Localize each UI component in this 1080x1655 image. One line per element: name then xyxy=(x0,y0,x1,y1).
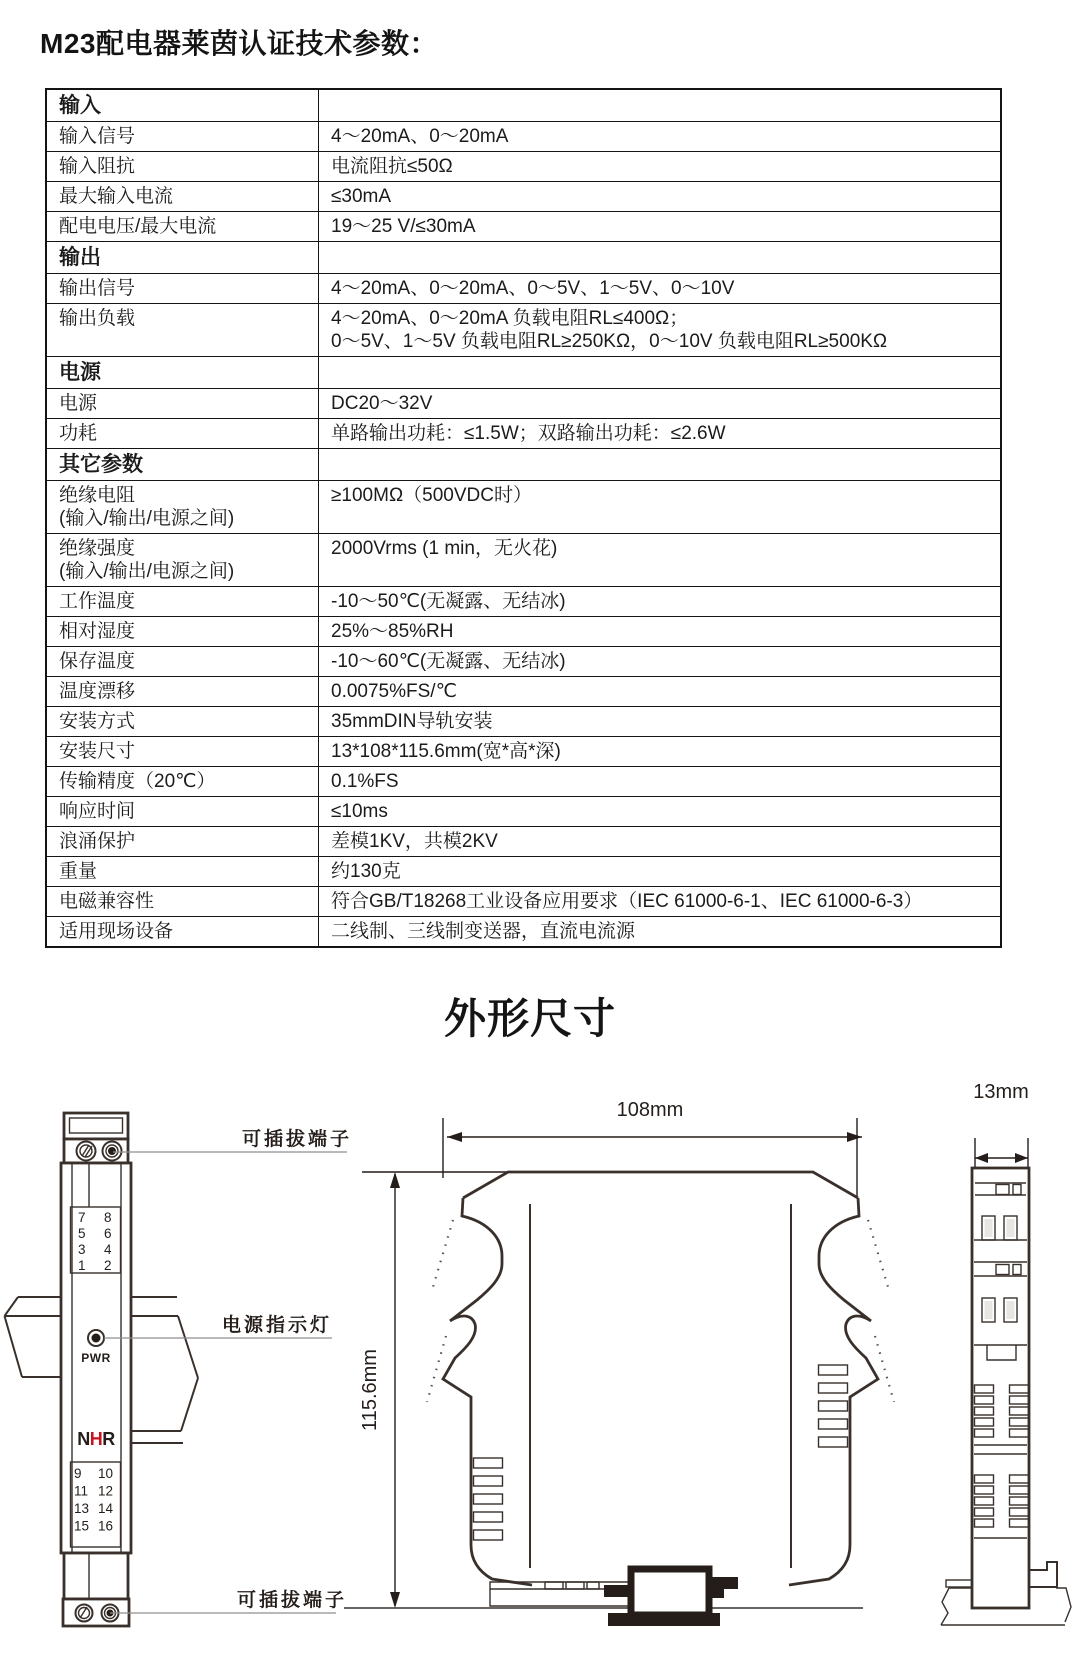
spec-row: 输出信号 4～20mA、0～20mA、0～5V、1～5V、0～10V xyxy=(46,274,1001,304)
spec-row: 绝缘强度 (输入/输出/电源之间) 2000Vrms (1 min，无火花) xyxy=(46,534,1001,587)
spec-row: 电磁兼容性 符合GB/T18268工业设备应用要求（IEC 61000-6-1、IEC 61000-6-3） xyxy=(46,887,1001,917)
module-side-outline xyxy=(427,1172,894,1585)
terminal-number: 5 xyxy=(78,1226,86,1241)
module-end-body xyxy=(972,1168,1029,1608)
module-front xyxy=(61,1113,131,1626)
spec-row: 输出负载 4～20mA、0～20mA 负载电阻RL≤400Ω； 0～5V、1～5V 负载电阻RL≥250KΩ，0～10V 负载电阻RL≥500KΩ xyxy=(46,304,1001,357)
section-row: 其它参数 xyxy=(46,449,1001,481)
screw-icon xyxy=(103,1142,122,1161)
spec-row: 输入阻抗 电流阻抗≤50Ω xyxy=(46,152,1001,182)
terminal-number: 16 xyxy=(98,1518,114,1534)
width-dimension xyxy=(443,1099,862,1198)
label-pluggable-terminal-top: 可插拔端子 xyxy=(241,1129,353,1150)
spec-table xyxy=(45,88,1002,948)
terminal-number: 8 xyxy=(104,1210,112,1225)
spec-row: 相对湿度 25%～85%RH xyxy=(46,617,1001,647)
section-row: 输出 xyxy=(46,242,1001,274)
terminal-number: 7 xyxy=(78,1210,86,1225)
spec-row: 适用现场设备 二线制、三线制变送器，直流电流源 xyxy=(46,917,1001,948)
terminal-number: 4 xyxy=(104,1242,112,1257)
top-cap xyxy=(64,1113,128,1139)
section-row: 输入 xyxy=(46,89,1001,122)
screw-icon xyxy=(76,1605,93,1622)
spec-row: 保存温度 -10～60℃(无凝露、无结冰) xyxy=(46,647,1001,677)
label-power-indicator: 电源指示灯 xyxy=(221,1315,333,1336)
clip-tab xyxy=(1028,1562,1057,1587)
outline-dimensions-heading: 外形尺寸 xyxy=(443,995,616,1042)
spec-row: 最大输入电流 ≤30mA xyxy=(46,182,1001,212)
terminal-number: 11 xyxy=(74,1483,89,1499)
bottom-terminal-block xyxy=(64,1553,128,1599)
dim-13mm: 13mm xyxy=(973,1081,1029,1103)
spec-table-body xyxy=(46,89,1001,947)
spec-row: 工作温度 -10～50℃(无凝露、无结冰) xyxy=(46,587,1001,617)
din-clip xyxy=(604,1569,738,1626)
spec-row: 安装方式 35mmDIN导轨安装 xyxy=(46,707,1001,737)
page-title: M23配电器莱茵认证技术参数： xyxy=(40,28,438,59)
spec-row: 功耗 单路输出功耗：≤1.5W；双路输出功耗：≤2.6W xyxy=(46,419,1001,449)
spec-row: 浪涌保护 差模1KV，共模2KV xyxy=(46,827,1001,857)
height-dimension xyxy=(359,1172,508,1608)
section-row: 电源 xyxy=(46,357,1001,389)
terminal-number: 6 xyxy=(104,1226,112,1241)
pwr-label: PWR xyxy=(81,1351,111,1365)
dim-108mm: 108mm xyxy=(616,1099,684,1121)
front-view-drawing xyxy=(0,1055,360,1655)
spec-row: 安装尺寸 13*108*115.6mm(宽*高*深) xyxy=(46,737,1001,767)
terminal-number: 13 xyxy=(74,1501,90,1516)
screw-icon xyxy=(77,1142,96,1161)
end-view-drawing xyxy=(880,1040,1080,1655)
spec-row: 绝缘电阻 (输入/输出/电源之间) ≥100MΩ（500VDC时） xyxy=(46,481,1001,534)
depth-dimension xyxy=(973,1081,1029,1168)
spec-row: 响应时间 ≤10ms xyxy=(46,797,1001,827)
spec-row: 重量 约130克 xyxy=(46,857,1001,887)
dim-115-6mm: 115.6mm xyxy=(359,1349,381,1431)
terminal-number: 2 xyxy=(104,1258,112,1273)
terminal-number: 12 xyxy=(98,1483,114,1499)
terminal-number: 3 xyxy=(78,1242,86,1257)
terminal-number: 14 xyxy=(98,1501,114,1516)
terminal-number: 1 xyxy=(78,1258,86,1273)
spec-row: 配电电压/最大电流 19～25 V/≤30mA xyxy=(46,212,1001,242)
spec-row: 电源 DC20～32V xyxy=(46,389,1001,419)
spec-row: 输入信号 4～20mA、0～20mA xyxy=(46,122,1001,152)
terminal-number: 15 xyxy=(74,1518,90,1534)
label-pluggable-terminal-bottom: 可插拔端子 xyxy=(236,1590,348,1611)
nhr-logo: NHR xyxy=(77,1429,115,1449)
terminal-number: 10 xyxy=(98,1466,114,1481)
spec-row: 温度漂移 0.0075%FS/℃ xyxy=(46,677,1001,707)
terminal-number: 9 xyxy=(74,1466,82,1481)
spec-row: 传输精度（20℃） 0.1%FS xyxy=(46,767,1001,797)
